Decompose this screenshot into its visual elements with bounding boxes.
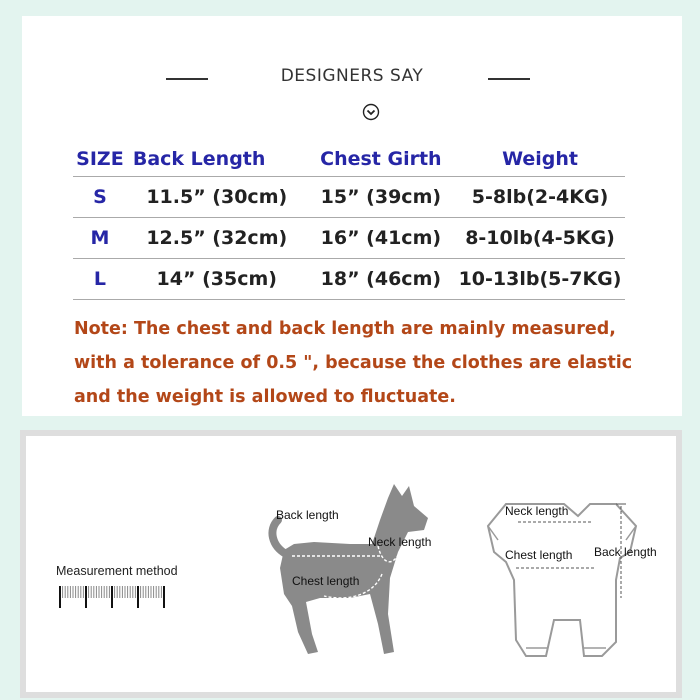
clothes-diagram [466, 480, 676, 680]
header-title: DESIGNERS SAY [280, 66, 424, 86]
chest-girth-cell: 15” (39cm) [307, 177, 455, 218]
back-length-cell: 12.5” (32cm) [127, 218, 307, 259]
table-row [73, 177, 625, 218]
dog-back-length-label: Back length [276, 508, 339, 522]
dog-neck-length-label: Neck length [368, 535, 432, 549]
dog-chest-length-label: Chest length [292, 574, 360, 588]
clothes-neck-length-label: Neck length [505, 504, 569, 518]
weight-cell: 10-13lb(5-7KG) [455, 259, 625, 300]
clothes-back-length-label: Back length [594, 545, 657, 559]
note-line: and the weight is allowed to fluctuate. [74, 387, 456, 407]
clothes-chest-length-label: Chest length [505, 548, 573, 562]
column-header-weight: Weight [455, 142, 625, 177]
note-line: Note: The chest and back length are mainly measured, [74, 319, 616, 339]
column-header-chest-girth: Chest Girth [307, 142, 455, 177]
weight-cell: 5-8lb(2-4KG) [455, 177, 625, 218]
size-cell: S [73, 177, 127, 218]
header-divider-right [488, 78, 530, 80]
chevron-down-circle-icon [362, 103, 380, 121]
size-table [73, 142, 625, 300]
ruler-icon [58, 582, 168, 610]
tolerance-note [74, 312, 634, 414]
weight-cell: 8-10lb(4-5KG) [455, 218, 625, 259]
chest-girth-cell: 18” (46cm) [307, 259, 455, 300]
measurement-method-label: Measurement method [56, 564, 178, 578]
chest-girth-cell: 16” (41cm) [307, 218, 455, 259]
column-header-size: SIZE [73, 142, 127, 177]
note-line: with a tolerance of 0.5 ", because the clothes are elastic [74, 353, 633, 373]
back-length-cell: 14” (35cm) [127, 259, 307, 300]
table-row [73, 218, 625, 259]
back-length-cell: 11.5” (30cm) [127, 177, 307, 218]
table-row [73, 259, 625, 300]
size-cell: M [73, 218, 127, 259]
column-header-back-length: Back Length [127, 142, 307, 177]
measurement-panel [20, 430, 682, 698]
table-header-row [73, 142, 625, 177]
size-cell: L [73, 259, 127, 300]
